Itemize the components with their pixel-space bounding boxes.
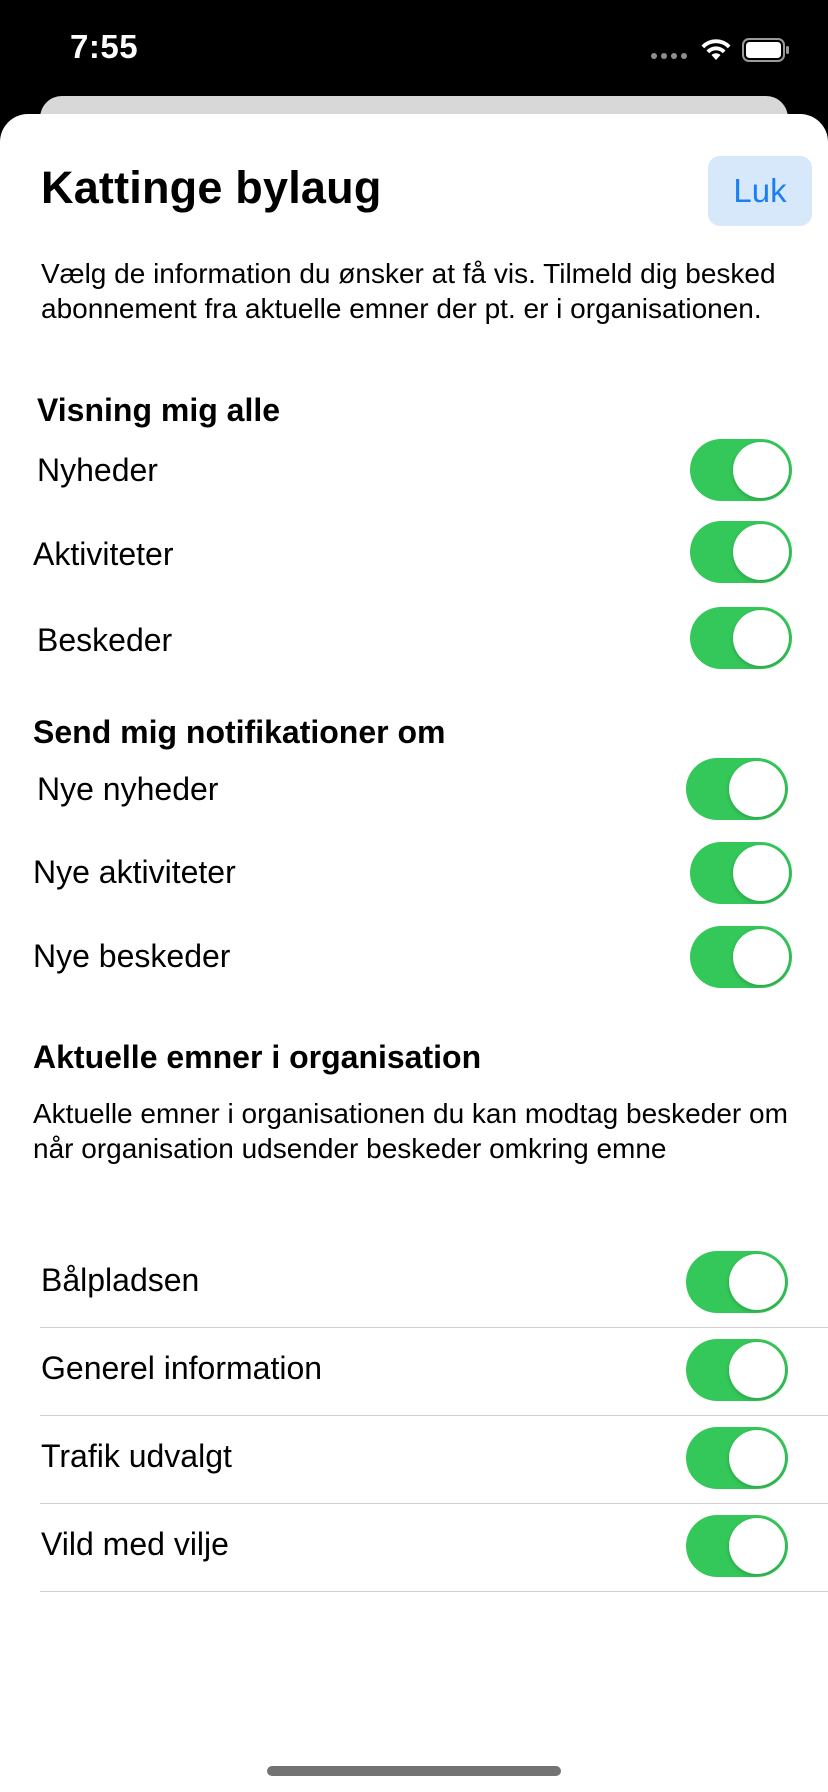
toggle-aktiviteter[interactable] (690, 521, 792, 583)
toggle-knob (729, 1518, 785, 1574)
row-label-generel-information: Generel information (41, 1350, 323, 1386)
page-title: Kattinge bylaug (41, 162, 382, 213)
toggle-nye-aktiviteter[interactable] (690, 842, 792, 904)
toggle-knob (729, 1254, 785, 1310)
close-button[interactable]: Luk (708, 156, 812, 226)
toggle-knob (733, 929, 789, 985)
section-title-notifikationer: Send mig notifikationer om (33, 714, 446, 750)
row-label-trafik-udvalgt: Trafik udvalgt (41, 1438, 232, 1474)
toggle-nyheder[interactable] (690, 439, 792, 501)
toggle-nye-nyheder[interactable] (686, 758, 788, 820)
toggle-beskeder[interactable] (690, 607, 792, 669)
cellular-signal-icon (651, 53, 687, 59)
section-description: Aktuelle emner i organisationen du kan modtag beskeder om når organisation udsender beskeder omkring emne (33, 1098, 788, 1164)
wifi-icon (700, 36, 732, 62)
row-label-nyheder: Nyheder (37, 452, 158, 488)
toggle-knob (733, 524, 789, 580)
row-label-balpladsen: Bålpladsen (41, 1262, 200, 1298)
row-divider (40, 1327, 828, 1328)
toggle-vild-med-vilje[interactable] (686, 1515, 788, 1577)
toggle-generel-information[interactable] (686, 1339, 788, 1401)
section-title-aktuelle-emner: Aktuelle emner i organisation (33, 1039, 482, 1075)
toggle-knob (733, 610, 789, 666)
row-label-vild-med-vilje: Vild med vilje (41, 1526, 229, 1562)
row-label-beskeder: Beskeder (37, 622, 173, 658)
toggle-nye-beskeder[interactable] (690, 926, 792, 988)
section-title-visning: Visning mig alle (37, 392, 281, 428)
toggle-knob (729, 1430, 785, 1486)
toggle-knob (733, 845, 789, 901)
status-time: 7:55 (70, 28, 139, 65)
row-label-nye-beskeder: Nye beskeder (33, 938, 231, 974)
toggle-knob (729, 761, 785, 817)
row-divider (40, 1591, 828, 1592)
settings-sheet (0, 114, 828, 1792)
toggle-knob (733, 442, 789, 498)
toggle-knob (729, 1342, 785, 1398)
row-divider (40, 1415, 828, 1416)
battery-icon (742, 38, 790, 62)
row-divider (40, 1503, 828, 1504)
row-label-nye-aktiviteter: Nye aktiviteter (33, 854, 236, 890)
row-label-nye-nyheder: Nye nyheder (37, 771, 219, 807)
intro-text: Vælg de information du ønsker at få vis. Tilmeld dig besked abonnement fra aktuelle emner der pt. er i organisationen. (41, 258, 776, 324)
toggle-balpladsen[interactable] (686, 1251, 788, 1313)
row-label-aktiviteter: Aktiviteter (33, 536, 174, 572)
home-indicator[interactable] (267, 1766, 561, 1776)
toggle-trafik-udvalgt[interactable] (686, 1427, 788, 1489)
